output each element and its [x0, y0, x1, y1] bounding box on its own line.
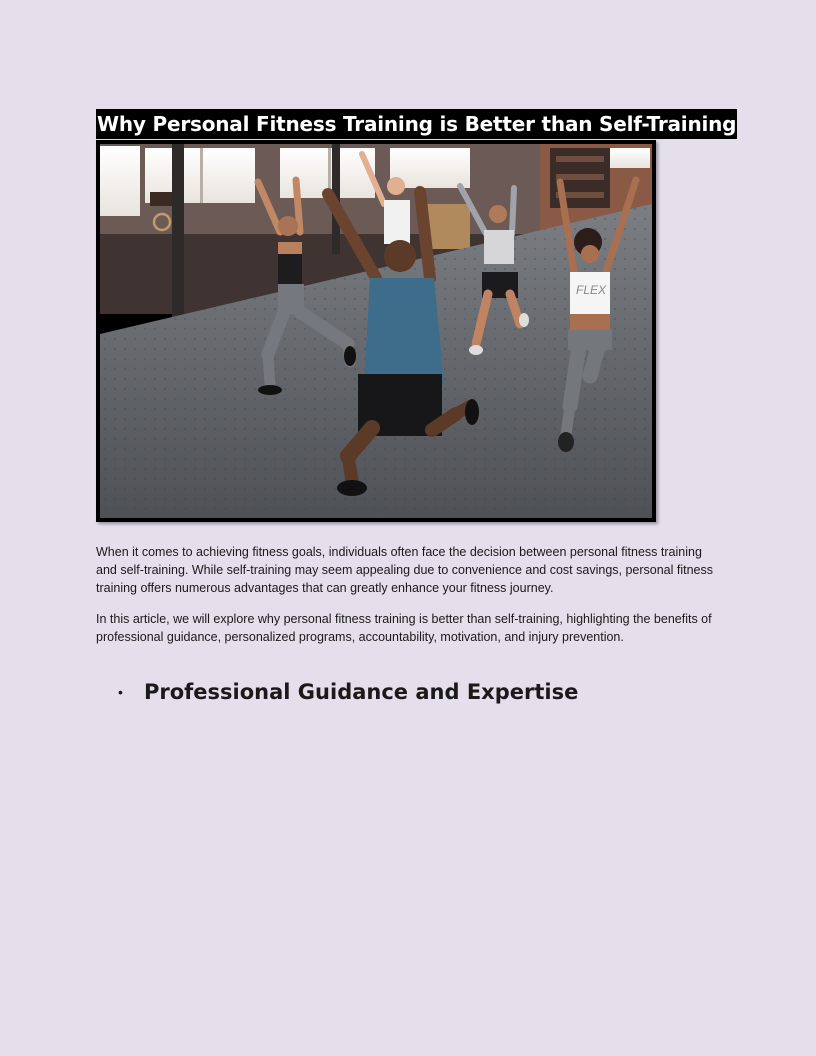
- intro-paragraph: When it comes to achieving fitness goals, individuals often face the decision between personal fitness training and self-training. While self-training may seem appealing due to convenience and cost savings, personal fitness training offers numerous advantages that can greatly enhance your fitness journey.: [96, 545, 714, 595]
- overview-paragraph: In this article, we will explore why personal fitness training is better than self-training, highlighting the benefits of professional guidance, personalized programs, accountability, motivation, and injury prevention.: [96, 612, 712, 644]
- article-title: Why Personal Fitness Training is Better than Self-Training: [96, 109, 737, 139]
- bullet-icon: •: [118, 684, 123, 700]
- section-heading: Professional Guidance and Expertise: [144, 680, 579, 704]
- fitness-class-photo: [96, 140, 656, 522]
- section-list-item: [118, 676, 578, 708]
- shirt-print-text: FLEX: [576, 283, 607, 297]
- fitness-class-illustration: [100, 144, 652, 518]
